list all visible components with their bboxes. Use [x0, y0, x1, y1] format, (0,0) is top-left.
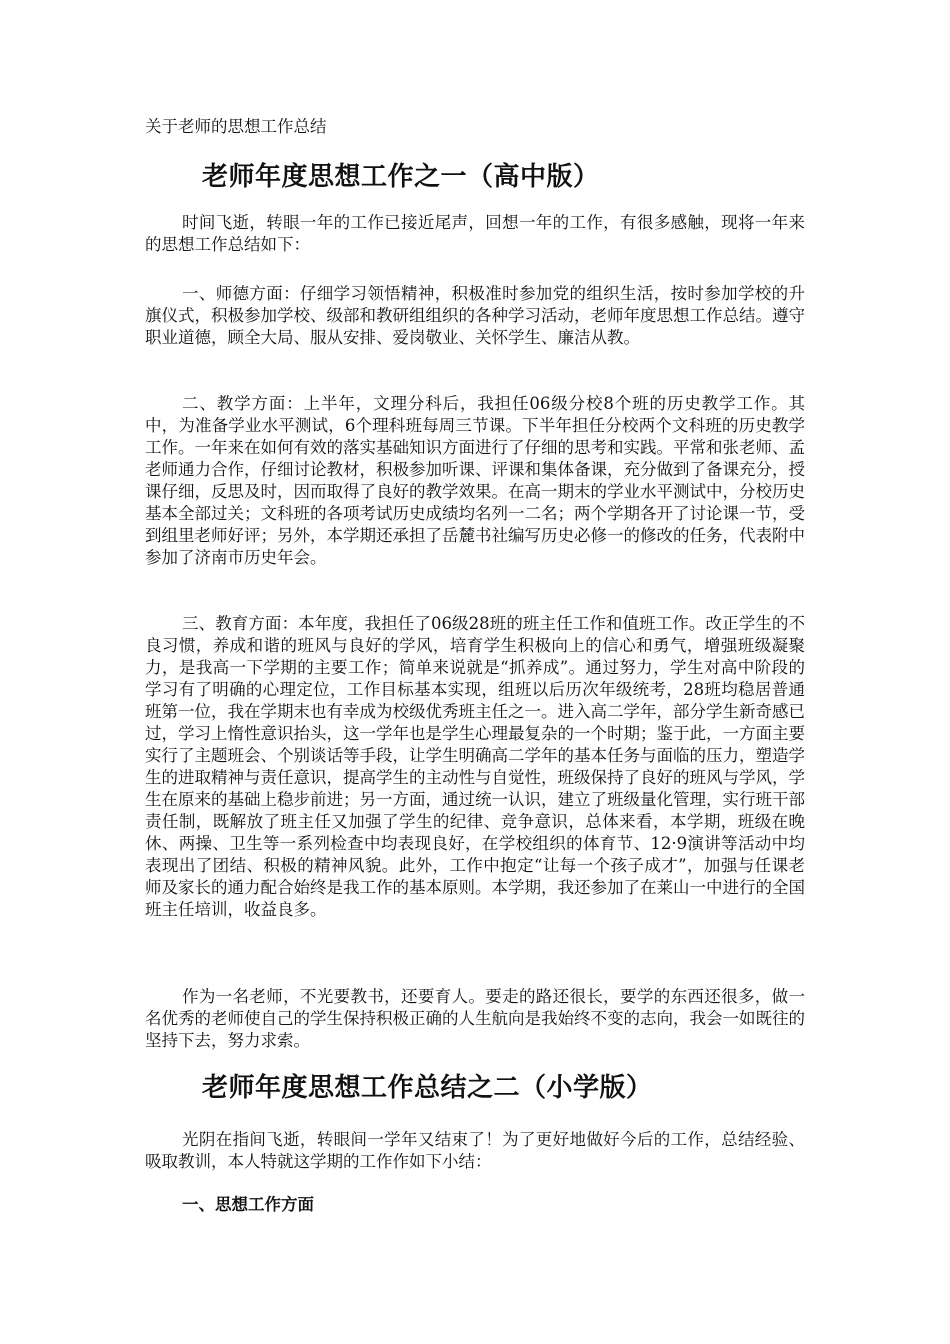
- section-heading-high-school: 老师年度思想工作之一（高中版）: [202, 162, 600, 192]
- document-title: 关于老师的思想工作总结: [145, 117, 327, 136]
- paragraph-ethics: 一、师德方面：仔细学习领悟精神，积极准时参加党的组织生活，按时参加学校的升旗仪式，积极参加学校、级部和教研组组织的各种学习活动，老师年度思想工作总结。遵守职业道德，顾全大局、服从安排、爱岗敬业、关怀学生、廉洁从教。: [145, 284, 805, 347]
- section-heading-primary-school: 老师年度思想工作总结之二（小学版）: [202, 1073, 653, 1103]
- paragraph-primary-intro: 光阴在指间飞逝，转眼间一学年又结束了！为了更好地做好今后的工作，总结经验、吸取教训，本人特就这学期的工作作如下小结：: [145, 1130, 805, 1171]
- paragraph-education: 三、教育方面：本年度，我担任了06级28班的班主任工作和值班工作。改正学生的不良习惯，养成和谐的班风与良好的学风，培育学生积极向上的信心和勇气，增强班级凝聚力，是我高一下学期的主要工作；简单来说就是“抓养成”。通过努力，学生对高中阶段的学习有了明确的心理定位，工作目标基本实现，组班以后历次年级统考，28班均稳居普通班第一位，我在学期末也有幸成为校级优秀班主任之一。进入高二学年，部分学生新奇感已过，学习上惰性意识抬头，这一学年也是学生心理最复杂的一个时期；鉴于此，一方面主要实行了主题班会、个别谈话等手段，让学生明确高二学年的基本任务与面临的压力，塑造学生的进取精神与责任意识，提高学生的主动性与自觉性，班级保持了良好的班风与学风，学生在原来的基础上稳步前进；另一方面，通过统一认识，建立了班级量化管理，实行班干部责任制，既解放了班主任又加强了学生的纪律、竞争意识，总体来看，本学期，班级在晚休、两操、卫生等一系列检查中均表现良好，在学校组织的体育节、12·9演讲等活动中均表现出了团结、积极的精神风貌。此外，工作中抱定“让每一个孩子成才”，加强与任课老师及家长的通力配合始终是我工作的基本原则。本学期，我还参加了在莱山一中进行的全国班主任培训，收益良多。: [145, 614, 805, 919]
- subheading-ideology-work: 一、思想工作方面: [182, 1195, 314, 1214]
- paragraph-intro: 时间飞逝，转眼一年的工作已接近尾声，回想一年的工作，有很多感触，现将一年来的思想工作总结如下：: [145, 213, 805, 254]
- paragraph-teaching: 二、教学方面：上半年，文理分科后，我担任06级分校8个班的历史教学工作。其中，为准备学业水平测试，6个理科班每周三节课。下半年担任分校两个文科班的历史教学工作。一年来在如何有效的落实基础知识方面进行了仔细的思考和实践。平常和张老师、孟老师通力合作，仔细讨论教材，积极参加听课、评课和集体备课，充分做到了备课充分，授课仔细，反思及时，因而取得了良好的教学效果。在高一期末的学业水平测试中，分校历史基本全部过关；文科班的各项考试历史成绩均名列一二名；两个学期各开了讨论课一节，受到组里老师好评；另外，本学期还承担了岳麓书社编写历史必修一的修改的任务，代表附中参加了济南市历史年会。: [145, 394, 805, 567]
- paragraph-conclusion: 作为一名老师，不光要教书，还要育人。要走的路还很长，要学的东西还很多，做一名优秀的老师使自己的学生保持积极正确的人生航向是我始终不变的志向，我会一如既往的坚持下去，努力求索。: [145, 987, 805, 1050]
